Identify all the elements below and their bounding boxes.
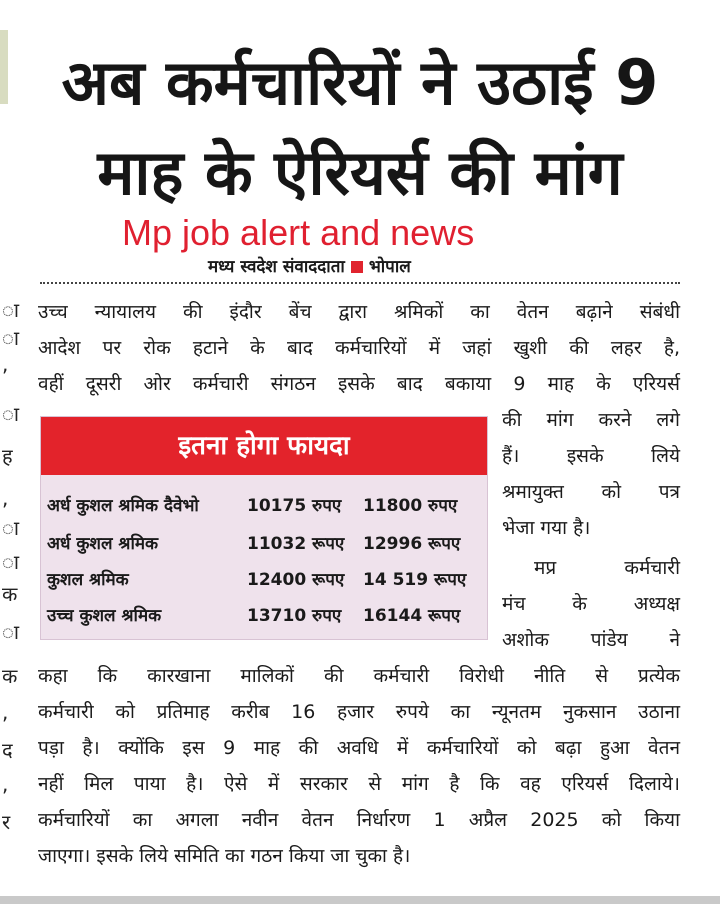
row-category: अर्ध कुशल श्रमिक: [47, 534, 159, 554]
benefit-row: [47, 599, 483, 633]
row-old-wage: 10175 रुपए: [247, 496, 342, 516]
watermark-text: Mp job alert and news: [122, 212, 475, 253]
row-category: उच्च कुशल श्रमिक: [47, 606, 162, 626]
dotted-divider: [40, 282, 680, 284]
benefit-row: [47, 489, 483, 523]
benefit-box: [40, 416, 488, 640]
body-line: कर्मचारियों का अगला नवीन वेतन निर्धारण 1 अप्रैल 2025 को किया: [38, 809, 680, 831]
edge-fragment: ा: [2, 620, 20, 644]
column-line: की मांग करने लगे: [502, 409, 680, 431]
edge-fragment: क: [2, 582, 18, 606]
byline-city: भोपाल: [368, 257, 411, 277]
edge-fragment: र: [2, 810, 11, 834]
headline: [30, 38, 690, 218]
column-line: श्रमायुक्त को पत्र: [502, 481, 680, 503]
body-line: जाएगा। इसके लिये समिति का गठन किया जा चुका है।: [38, 845, 411, 867]
body-line: उच्च न्यायालय की इंदौर बेंच द्वारा श्रमिकों का वेतन बढ़ाने संबंधी: [38, 301, 680, 323]
column-line: हैं। इसके लिये: [502, 445, 680, 467]
headline-line-1: अब कर्मचारियों ने उठाई 9: [61, 46, 659, 119]
red-square-icon: [351, 261, 363, 273]
column-line: मंच के अध्यक्ष: [502, 593, 680, 615]
edge-fragment: ,: [2, 700, 9, 724]
edge-fragment: ,: [2, 772, 9, 796]
edge-fragment: ,: [2, 486, 9, 510]
benefit-box-title: इतना होगा फायदा: [41, 417, 487, 475]
headline-line-2: माह के ऐरियर्स की मांग: [97, 136, 623, 209]
row-new-wage: 16144 रूपए: [363, 606, 461, 626]
benefit-row: [47, 563, 483, 597]
row-category: कुशल श्रमिक: [47, 570, 129, 590]
row-old-wage: 12400 रूपए: [247, 570, 345, 590]
body-line: पड़ा है। क्योंकि इस 9 माह की अवधि में कर्मचारियों को बढ़ा हुआ वेतन: [38, 737, 680, 759]
body-line: कर्मचारी को प्रतिमाह करीब 16 हजार रुपये का न्यूनतम नुकसान उठाना: [38, 701, 680, 723]
edge-fragment: ा: [2, 516, 20, 540]
row-old-wage: 11032 रूपए: [247, 534, 345, 554]
edge-fragment: द: [2, 738, 13, 762]
edge-fragment: क: [2, 664, 18, 688]
edge-fragment: ा: [2, 550, 20, 574]
column-line: मप्र कर्मचारी: [534, 557, 680, 579]
column-line: भेजा गया है।: [502, 517, 591, 539]
byline-author: मध्य स्वदेश संवाददाता: [208, 257, 345, 277]
body-line: आदेश पर रोक हटाने के बाद कर्मचारियों में जहां खुशी की लहर है,: [38, 337, 680, 359]
row-new-wage: 11800 रुपए: [363, 496, 458, 516]
benefit-row: [47, 527, 483, 561]
body-line: वहीं दूसरी ओर कर्मचारी संगठन इसके बाद बकाया 9 माह के एरियर्स: [38, 373, 680, 395]
edge-fragment: ह: [2, 444, 13, 468]
body-line: कहा कि कारखाना मालिकों की कर्मचारी विरोधी नीति से प्रत्येक: [38, 665, 680, 687]
body-line: नहीं मिल पाया है। ऐसे में सरकार से मांग है कि वह एरियर्स दिलाये।: [38, 773, 680, 795]
edge-fragment: ,: [2, 352, 9, 376]
edge-fragment: ा: [2, 326, 20, 350]
column-line: अशोक पांडेय ने: [502, 629, 680, 651]
row-category: अर्ध कुशल श्रमिक दैवेभो: [47, 496, 199, 516]
byline: [208, 254, 411, 277]
row-new-wage: 12996 रूपए: [363, 534, 461, 554]
bottom-border: [0, 896, 720, 904]
row-old-wage: 13710 रुपए: [247, 606, 342, 626]
left-column-edge: [0, 0, 20, 912]
row-new-wage: 14 519 रूपए: [363, 570, 467, 590]
edge-fragment: ा: [2, 402, 20, 426]
edge-fragment: ा: [2, 298, 20, 322]
left-accent-bar: [0, 30, 8, 104]
